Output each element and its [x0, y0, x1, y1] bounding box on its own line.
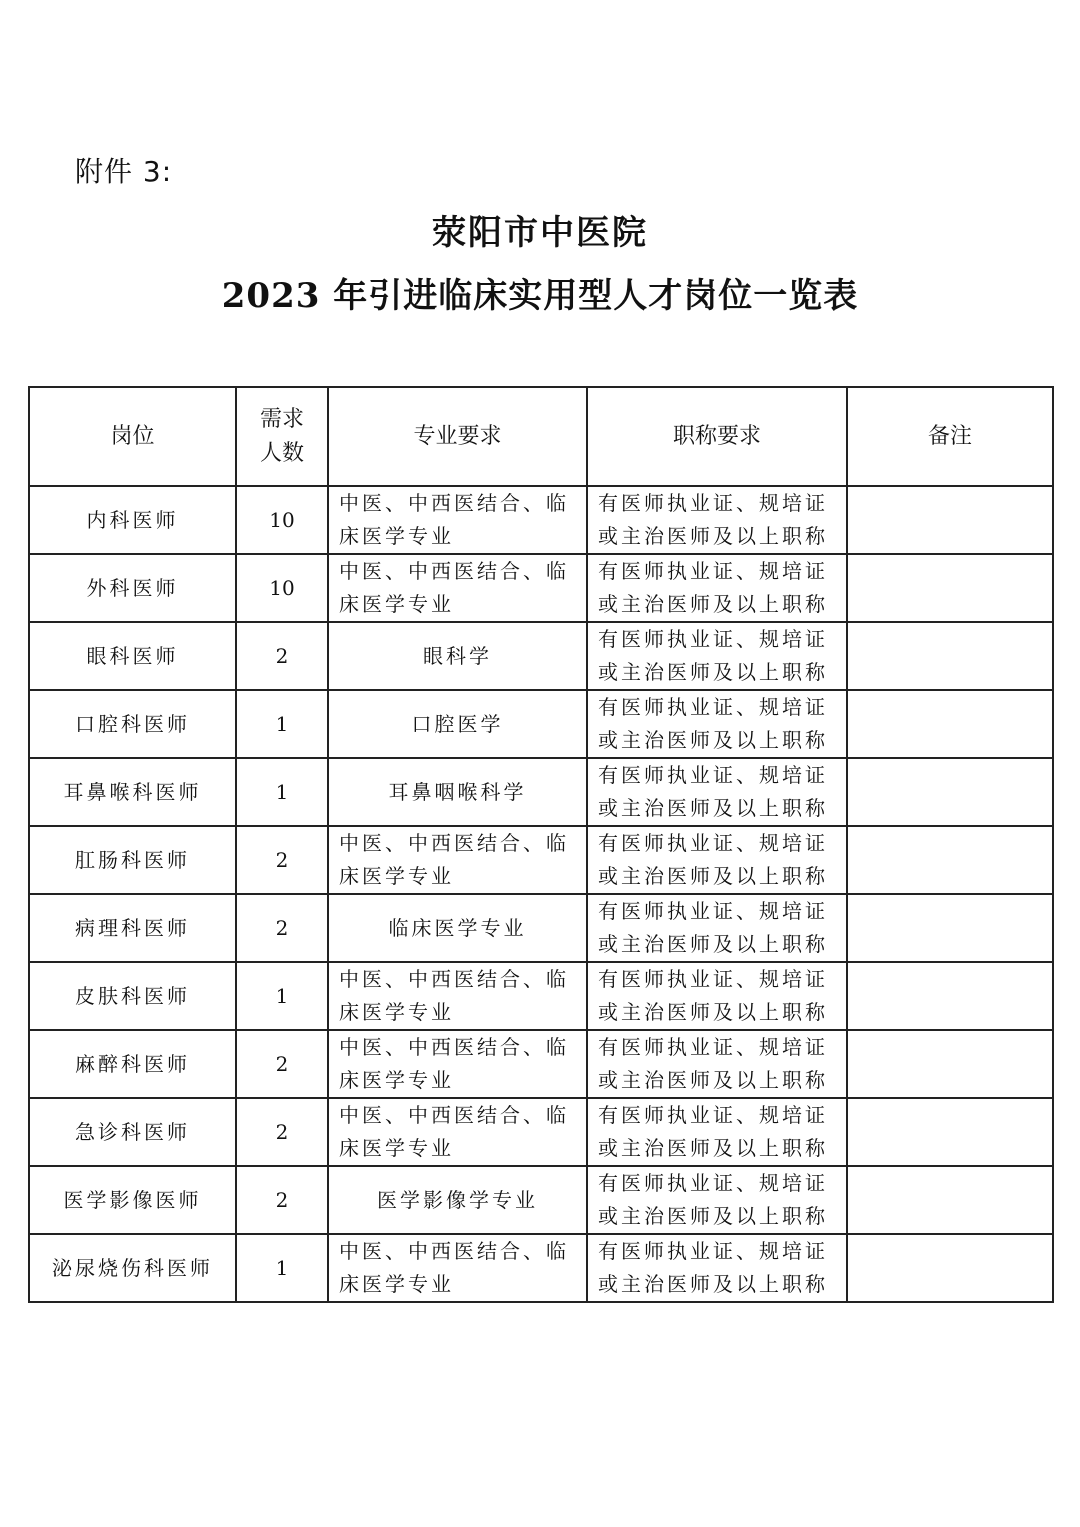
cell-title-requirement: 有医师执业证、规培证或主治医师及以上职称 — [587, 1030, 847, 1098]
header-count-line1: 需求 — [259, 406, 304, 432]
table-row — [29, 826, 1053, 894]
cell-position: 内科医师 — [29, 486, 236, 554]
table-row — [29, 690, 1053, 758]
table-row — [29, 962, 1053, 1030]
table-row — [29, 1166, 1053, 1234]
cell-title-requirement: 有医师执业证、规培证或主治医师及以上职称 — [587, 1098, 847, 1166]
cell-remarks — [847, 758, 1053, 826]
cell-count: 1 — [236, 1234, 328, 1302]
cell-position: 肛肠科医师 — [29, 826, 236, 894]
cell-major: 眼科学 — [328, 622, 587, 690]
table-row — [29, 1098, 1053, 1166]
table-row — [29, 894, 1053, 962]
cell-position: 医学影像医师 — [29, 1166, 236, 1234]
cell-count: 2 — [236, 826, 328, 894]
cell-title-requirement: 有医师执业证、规培证或主治医师及以上职称 — [587, 486, 847, 554]
cell-title-requirement: 有医师执业证、规培证或主治医师及以上职称 — [587, 894, 847, 962]
table-row — [29, 554, 1053, 622]
cell-position: 耳鼻喉科医师 — [29, 758, 236, 826]
cell-position: 外科医师 — [29, 554, 236, 622]
header-count — [236, 387, 328, 486]
cell-major: 临床医学专业 — [328, 894, 587, 962]
cell-remarks — [847, 1234, 1053, 1302]
cell-title-requirement: 有医师执业证、规培证或主治医师及以上职称 — [587, 554, 847, 622]
table-row — [29, 758, 1053, 826]
cell-title-requirement: 有医师执业证、规培证或主治医师及以上职称 — [587, 690, 847, 758]
cell-position: 急诊科医师 — [29, 1098, 236, 1166]
cell-position: 泌尿烧伤科医师 — [29, 1234, 236, 1302]
header-count-line2: 人数 — [259, 440, 304, 466]
table-row — [29, 622, 1053, 690]
cell-remarks — [847, 1166, 1053, 1234]
cell-major: 医学影像学专业 — [328, 1166, 587, 1234]
cell-position: 麻醉科医师 — [29, 1030, 236, 1098]
cell-title-requirement: 有医师执业证、规培证或主治医师及以上职称 — [587, 1234, 847, 1302]
cell-major: 中医、中西医结合、临床医学专业 — [328, 826, 587, 894]
table-row — [29, 1030, 1053, 1098]
cell-position: 皮肤科医师 — [29, 962, 236, 1030]
attachment-label: 附件 3: — [75, 155, 173, 188]
cell-position: 眼科医师 — [29, 622, 236, 690]
cell-major: 口腔医学 — [328, 690, 587, 758]
cell-remarks — [847, 554, 1053, 622]
cell-remarks — [847, 486, 1053, 554]
table-row — [29, 486, 1053, 554]
cell-count: 2 — [236, 1098, 328, 1166]
cell-major: 中医、中西医结合、临床医学专业 — [328, 1098, 587, 1166]
header-position: 岗位 — [29, 387, 236, 486]
cell-remarks — [847, 1030, 1053, 1098]
cell-major: 中医、中西医结合、临床医学专业 — [328, 1234, 587, 1302]
cell-count: 10 — [236, 486, 328, 554]
cell-remarks — [847, 826, 1053, 894]
cell-count: 10 — [236, 554, 328, 622]
header-major: 专业要求 — [328, 387, 587, 486]
cell-count: 1 — [236, 962, 328, 1030]
cell-remarks — [847, 894, 1053, 962]
header-title-requirement: 职称要求 — [587, 387, 847, 486]
document-title: 荥阳市中医院 — [432, 213, 648, 253]
positions-table-container — [28, 386, 1052, 1303]
cell-major: 耳鼻咽喉科学 — [328, 758, 587, 826]
cell-major: 中医、中西医结合、临床医学专业 — [328, 962, 587, 1030]
cell-position: 口腔科医师 — [29, 690, 236, 758]
cell-major: 中医、中西医结合、临床医学专业 — [328, 554, 587, 622]
cell-title-requirement: 有医师执业证、规培证或主治医师及以上职称 — [587, 962, 847, 1030]
cell-count: 2 — [236, 894, 328, 962]
cell-position: 病理科医师 — [29, 894, 236, 962]
table-body — [29, 486, 1053, 1302]
cell-remarks — [847, 690, 1053, 758]
cell-title-requirement: 有医师执业证、规培证或主治医师及以上职称 — [587, 622, 847, 690]
header-remarks: 备注 — [847, 387, 1053, 486]
cell-count: 2 — [236, 1166, 328, 1234]
cell-title-requirement: 有医师执业证、规培证或主治医师及以上职称 — [587, 826, 847, 894]
cell-count: 1 — [236, 690, 328, 758]
table-header-row — [29, 387, 1053, 486]
cell-remarks — [847, 622, 1053, 690]
cell-title-requirement: 有医师执业证、规培证或主治医师及以上职称 — [587, 1166, 847, 1234]
cell-count: 2 — [236, 622, 328, 690]
document-subtitle: 2023 年引进临床实用型人才岗位一览表 — [221, 276, 859, 316]
cell-remarks — [847, 962, 1053, 1030]
cell-title-requirement: 有医师执业证、规培证或主治医师及以上职称 — [587, 758, 847, 826]
cell-count: 1 — [236, 758, 328, 826]
cell-remarks — [847, 1098, 1053, 1166]
table-row — [29, 1234, 1053, 1302]
cell-major: 中医、中西医结合、临床医学专业 — [328, 1030, 587, 1098]
cell-count: 2 — [236, 1030, 328, 1098]
cell-major: 中医、中西医结合、临床医学专业 — [328, 486, 587, 554]
positions-table — [28, 386, 1054, 1303]
